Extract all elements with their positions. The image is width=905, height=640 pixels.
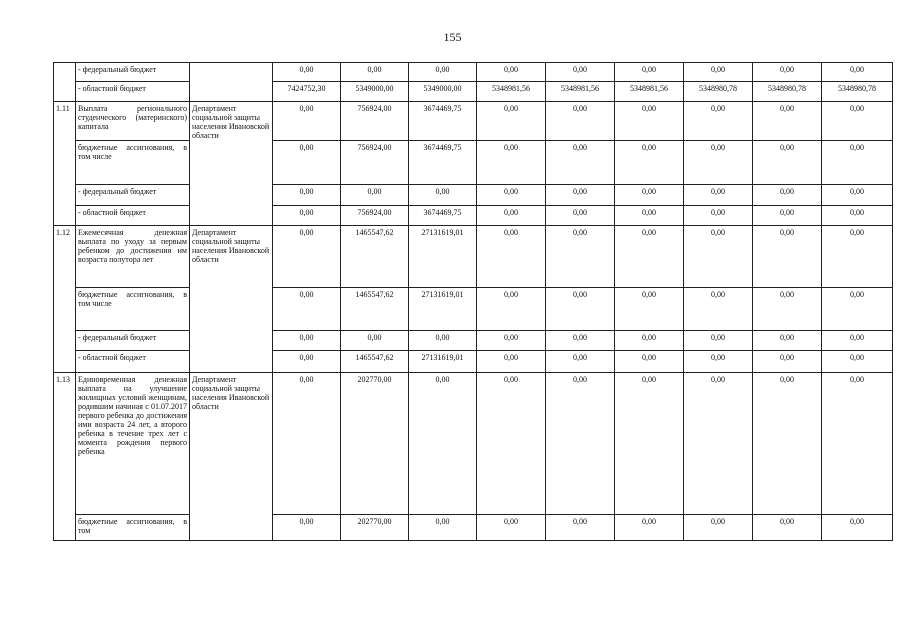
- value-cell: 0,00: [615, 141, 684, 185]
- value-cell: 0,00: [615, 206, 684, 226]
- value-cell: 0,00: [684, 288, 753, 331]
- table-row: [54, 515, 893, 541]
- row-name: - федеральный бюджет: [76, 185, 190, 206]
- value-cell: 0,00: [477, 373, 546, 515]
- value-cell: 756924,00: [341, 102, 409, 141]
- value-cell: 0,00: [822, 373, 893, 515]
- row-name: - федеральный бюджет: [76, 63, 190, 82]
- table-row: [54, 185, 893, 206]
- value-cell: 3674469,75: [409, 141, 477, 185]
- value-cell: 0,00: [753, 331, 822, 351]
- value-cell: 756924,00: [341, 206, 409, 226]
- value-cell: 0,00: [615, 185, 684, 206]
- value-cell: 5348980,78: [822, 82, 893, 102]
- value-cell: 0,00: [822, 351, 893, 373]
- table-row: [54, 141, 893, 185]
- value-cell: 0,00: [684, 185, 753, 206]
- table-row: [54, 226, 893, 288]
- value-cell: 0,00: [341, 331, 409, 351]
- row-department: Департамент социальной защиты населения Ивановской области: [190, 373, 273, 541]
- value-cell: 0,00: [753, 102, 822, 141]
- value-cell: 0,00: [684, 351, 753, 373]
- value-cell: 1465547,62: [341, 351, 409, 373]
- table-row: [54, 63, 893, 82]
- value-cell: 5348981,56: [477, 82, 546, 102]
- value-cell: 0,00: [684, 515, 753, 541]
- value-cell: 0,00: [684, 63, 753, 82]
- value-cell: 0,00: [477, 63, 546, 82]
- value-cell: 0,00: [822, 102, 893, 141]
- value-cell: 0,00: [753, 63, 822, 82]
- table-row: [54, 102, 893, 141]
- value-cell: 0,00: [822, 331, 893, 351]
- page-number: 155: [443, 30, 462, 44]
- value-cell: 0,00: [273, 206, 341, 226]
- value-cell: 3674469,75: [409, 102, 477, 141]
- value-cell: 27131619,01: [409, 288, 477, 331]
- row-code: [54, 63, 76, 102]
- value-cell: 0,00: [546, 226, 615, 288]
- value-cell: 7424752,30: [273, 82, 341, 102]
- value-cell: 0,00: [477, 226, 546, 288]
- value-cell: 0,00: [477, 288, 546, 331]
- table-row: [54, 82, 893, 102]
- value-cell: 0,00: [546, 351, 615, 373]
- table-row: [54, 373, 893, 515]
- value-cell: 0,00: [546, 373, 615, 515]
- value-cell: 0,00: [753, 351, 822, 373]
- value-cell: 1465547,62: [341, 288, 409, 331]
- value-cell: 0,00: [546, 515, 615, 541]
- value-cell: 0,00: [822, 63, 893, 82]
- value-cell: 0,00: [615, 102, 684, 141]
- value-cell: 0,00: [684, 102, 753, 141]
- row-name: бюджетные ассигнования, в том: [76, 515, 190, 541]
- value-cell: 0,00: [822, 185, 893, 206]
- value-cell: 0,00: [273, 102, 341, 141]
- value-cell: 0,00: [409, 331, 477, 351]
- value-cell: 0,00: [684, 141, 753, 185]
- table-row: [54, 288, 893, 331]
- value-cell: 0,00: [753, 141, 822, 185]
- row-name: Ежемесячная денежная выплата по уходу за первым ребенком до достижения им возраста полутора лет: [76, 226, 190, 288]
- value-cell: 5348980,78: [753, 82, 822, 102]
- value-cell: 0,00: [615, 515, 684, 541]
- row-code: 1.12: [54, 226, 76, 373]
- row-name: Единовременная денежная выплата на улучшение жилищных условий женщинам, родившим начиная с 01.07.2017 первого ребенка до достижения ими возраста 24 лет, а второго ребенка в течение трех лет с момента рождения первого ребенка: [76, 373, 190, 515]
- value-cell: 5349000,00: [409, 82, 477, 102]
- budget-table: [53, 62, 893, 541]
- row-department: [190, 63, 273, 102]
- value-cell: 1465547,62: [341, 226, 409, 288]
- table-row: [54, 206, 893, 226]
- value-cell: 0,00: [753, 206, 822, 226]
- row-name: бюджетные ассигнования, в том числе: [76, 288, 190, 331]
- value-cell: 27131619,01: [409, 351, 477, 373]
- value-cell: 0,00: [546, 185, 615, 206]
- value-cell: 0,00: [273, 331, 341, 351]
- value-cell: 202770,00: [341, 373, 409, 515]
- value-cell: 0,00: [615, 288, 684, 331]
- row-name: - федеральный бюджет: [76, 331, 190, 351]
- row-name: - областной бюджет: [76, 351, 190, 373]
- value-cell: 0,00: [615, 63, 684, 82]
- row-name: - областной бюджет: [76, 206, 190, 226]
- value-cell: 0,00: [409, 63, 477, 82]
- value-cell: 0,00: [273, 141, 341, 185]
- value-cell: 0,00: [546, 331, 615, 351]
- value-cell: 0,00: [546, 102, 615, 141]
- value-cell: 0,00: [477, 141, 546, 185]
- value-cell: 0,00: [273, 63, 341, 82]
- value-cell: 0,00: [684, 226, 753, 288]
- value-cell: 0,00: [615, 331, 684, 351]
- value-cell: 0,00: [273, 226, 341, 288]
- value-cell: 756924,00: [341, 141, 409, 185]
- value-cell: 0,00: [615, 373, 684, 515]
- value-cell: 0,00: [273, 185, 341, 206]
- value-cell: 0,00: [822, 226, 893, 288]
- row-code: 1.13: [54, 373, 76, 541]
- value-cell: 0,00: [477, 351, 546, 373]
- table-row: [54, 351, 893, 373]
- value-cell: 5348981,56: [615, 82, 684, 102]
- value-cell: 3674469,75: [409, 206, 477, 226]
- value-cell: 0,00: [409, 185, 477, 206]
- value-cell: 0,00: [753, 515, 822, 541]
- value-cell: 0,00: [546, 63, 615, 82]
- value-cell: 27131619,01: [409, 226, 477, 288]
- value-cell: 0,00: [822, 288, 893, 331]
- value-cell: 202770,00: [341, 515, 409, 541]
- value-cell: 0,00: [341, 185, 409, 206]
- value-cell: 0,00: [753, 288, 822, 331]
- value-cell: 5349000,00: [341, 82, 409, 102]
- value-cell: 0,00: [684, 206, 753, 226]
- value-cell: 0,00: [753, 226, 822, 288]
- value-cell: 0,00: [684, 373, 753, 515]
- value-cell: 0,00: [753, 185, 822, 206]
- value-cell: 0,00: [684, 331, 753, 351]
- row-name: - областной бюджет: [76, 82, 190, 102]
- row-department: Департамент социальной защиты населения Ивановской области: [190, 102, 273, 226]
- value-cell: 0,00: [822, 141, 893, 185]
- value-cell: 0,00: [341, 63, 409, 82]
- value-cell: 5348980,78: [684, 82, 753, 102]
- value-cell: 0,00: [273, 351, 341, 373]
- value-cell: 0,00: [477, 206, 546, 226]
- value-cell: 0,00: [822, 515, 893, 541]
- value-cell: 0,00: [273, 288, 341, 331]
- value-cell: 0,00: [477, 185, 546, 206]
- value-cell: 0,00: [273, 515, 341, 541]
- value-cell: 0,00: [753, 373, 822, 515]
- value-cell: 0,00: [477, 331, 546, 351]
- row-department: Департамент социальной защиты населения Ивановской области: [190, 226, 273, 373]
- value-cell: 0,00: [409, 515, 477, 541]
- value-cell: 0,00: [273, 373, 341, 515]
- value-cell: 0,00: [477, 515, 546, 541]
- value-cell: 5348981,56: [546, 82, 615, 102]
- value-cell: 0,00: [546, 206, 615, 226]
- value-cell: 0,00: [477, 102, 546, 141]
- value-cell: 0,00: [546, 141, 615, 185]
- table-row: [54, 331, 893, 351]
- value-cell: 0,00: [615, 226, 684, 288]
- value-cell: 0,00: [409, 373, 477, 515]
- value-cell: 0,00: [822, 206, 893, 226]
- row-name: бюджетные ассигнования, в том числе: [76, 141, 190, 185]
- value-cell: 0,00: [615, 351, 684, 373]
- row-name: Выплата регионального студенческого (материнского) капитала: [76, 102, 190, 141]
- value-cell: 0,00: [546, 288, 615, 331]
- row-code: 1.11: [54, 102, 76, 226]
